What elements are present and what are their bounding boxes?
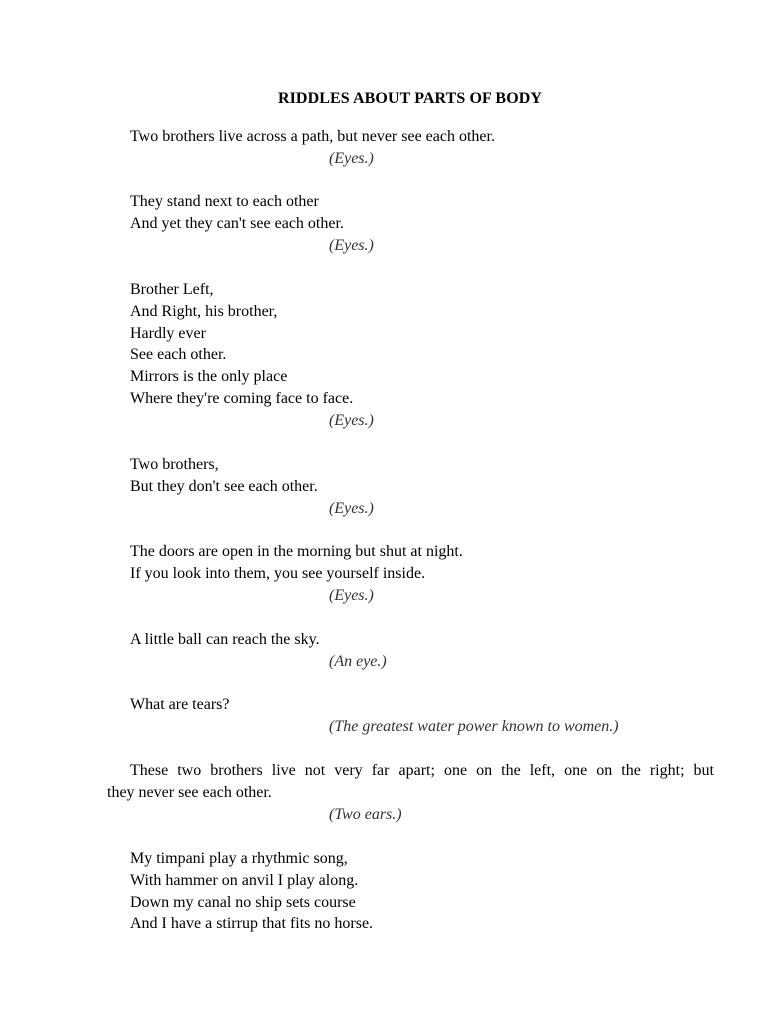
riddle-line: A little ball can reach the sky. xyxy=(130,631,320,648)
riddle-7 xyxy=(130,694,730,738)
riddle-line: And I have a stirrup that fits no horse. xyxy=(130,915,374,933)
riddle-4 xyxy=(130,454,730,519)
riddle-line: They stand next to each other xyxy=(130,193,319,210)
riddle-line: they never see each other. xyxy=(107,783,272,801)
riddle-answer: (Eyes.) xyxy=(329,499,374,517)
riddle-line: Two brothers live across a path, but never see each other. xyxy=(130,128,495,145)
riddle-5 xyxy=(130,541,730,606)
riddle-line: Brother Left, xyxy=(130,281,214,298)
riddle-line: But they don't see each other. xyxy=(130,477,318,495)
riddle-line: And Right, his brother, xyxy=(130,302,278,320)
riddle-answer: (The greatest water power known to women.) xyxy=(329,717,619,735)
riddle-2 xyxy=(130,191,730,256)
riddle-line: These two brothers live not very far apart; one on the left, one on the right; but xyxy=(130,762,714,779)
riddle-1 xyxy=(130,126,730,170)
riddle-answer: (An eye.) xyxy=(329,652,387,670)
riddle-line: Where they're coming face to face. xyxy=(130,389,354,407)
riddle-answer: (Eyes.) xyxy=(329,149,374,167)
riddle-line: With hammer on anvil I play along. xyxy=(130,871,359,889)
page-title: RIDDLES ABOUT PARTS OF BODY xyxy=(277,90,543,107)
riddle-3 xyxy=(130,279,730,432)
riddle-line: If you look into them, you see yourself inside. xyxy=(130,564,426,582)
riddle-answer: (Eyes.) xyxy=(329,411,374,429)
riddle-line: Hardly ever xyxy=(130,324,206,342)
riddle-line: Mirrors is the only place xyxy=(130,368,288,386)
riddle-line: My timpani play a rhythmic song, xyxy=(130,850,348,867)
riddle-answer: (Eyes.) xyxy=(329,586,374,604)
riddle-line: Two brothers, xyxy=(130,456,219,473)
riddle-line: Down my canal no ship sets course xyxy=(130,893,356,911)
riddle-line: What are tears? xyxy=(130,696,230,713)
riddle-answer: (Two ears.) xyxy=(329,805,402,823)
riddle-line: See each other. xyxy=(130,346,227,364)
riddle-line: And yet they can't see each other. xyxy=(130,214,344,232)
riddle-8 xyxy=(107,760,714,825)
riddle-9 xyxy=(130,848,730,935)
riddle-line: The doors are open in the morning but shut at night. xyxy=(130,543,463,560)
riddle-answer: (Eyes.) xyxy=(329,236,374,254)
riddle-6 xyxy=(130,629,730,673)
